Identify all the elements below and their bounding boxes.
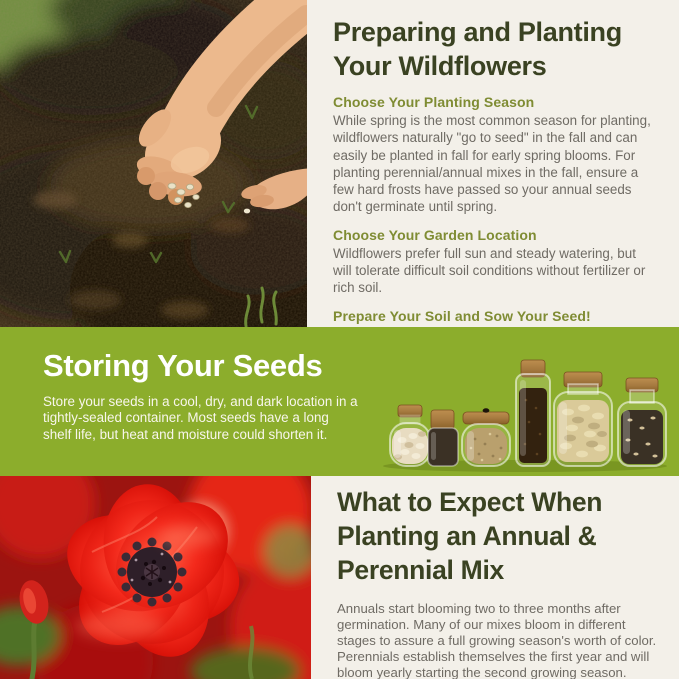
poppy-photo — [0, 476, 311, 679]
planting-season-body: While spring is the most common season for planting, wildflowers naturally "go to seed" in the fall and can easily be planted in fall for early spring blooms. For planting perennial/annual mixes in the fall, ensure a few hard frosts have passed so your annual seeds don't germinate until spring. — [333, 113, 651, 215]
hand-planting-photo — [0, 0, 307, 327]
expect-title: What to Expect When Planting an Annual & Perennial Mix — [337, 487, 603, 586]
section-storing — [0, 327, 679, 476]
storing-title: Storing Your Seeds — [43, 348, 323, 383]
section-preparing — [0, 0, 679, 327]
expect-body: Annuals start blooming two to three months after germination. Many of our mixes bloom in different stages to assure a full growing season's worth of color. Perennials establish themselves the first year and will bloom yearly starting the second growing season. — [337, 600, 657, 679]
storing-body: Store your seeds in a cool, dry, and dark location in a tightly-sealed container. Most seeds have a long shelf life, but heat and moisture could shorten it. — [43, 394, 358, 442]
expect-text-panel — [311, 476, 679, 679]
garden-location-heading: Choose Your Garden Location — [333, 226, 537, 243]
storing-text-block — [43, 348, 358, 443]
preparing-text-panel — [307, 0, 679, 327]
planting-season-heading: Choose Your Planting Season — [333, 94, 535, 111]
garden-location-body: Wildflowers prefer full sun and steady watering, but will tolerate difficult soil conditions without fertilizer or rich soil. — [333, 245, 646, 296]
section-expect — [0, 476, 679, 679]
prepare-soil-heading: Prepare Your Soil and Sow Your Seed! — [333, 307, 591, 324]
seed-jars-photo — [380, 344, 670, 472]
preparing-title: Preparing and Planting Your Wildflowers — [333, 17, 622, 82]
